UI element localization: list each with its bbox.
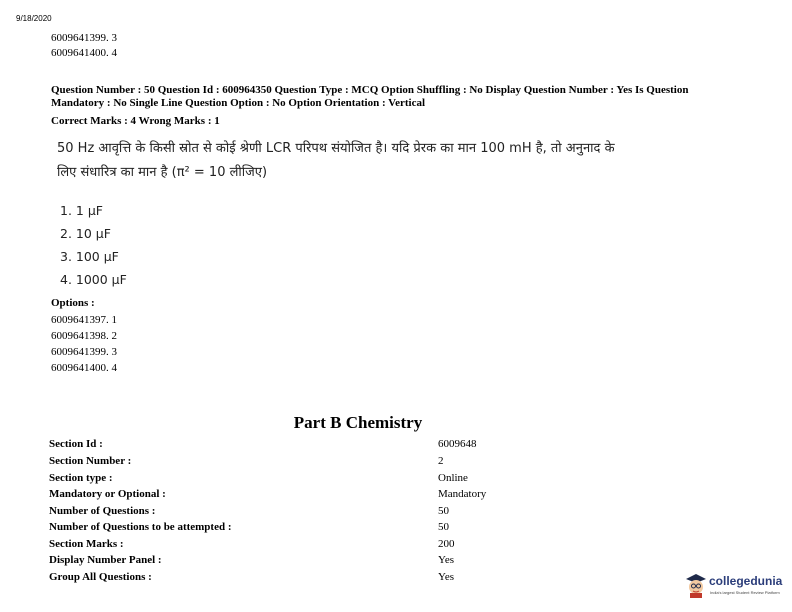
question-meta-line2: Mandatory : No Single Line Question Option : No Option Orientation : Vertical [51,97,426,109]
answer-choice-3: 3. 100 μF [60,249,119,264]
option-id-1: 6009641397. 1 [51,314,117,326]
question-text-line1: 50 Hz आवृत्ति के किसी स्रोत से कोई श्रेणी LCR परिपथ संयोजित है। यदि प्रेरक का मान 100 mH है, तो अनुनाद के [57,141,615,156]
options-label: Options : [51,297,95,309]
section-id-value: 6009648 [438,438,477,450]
question-meta-line1: Question Number : 50 Question Id : 600964350 Question Type : MCQ Option Shuffling : No Display Question Number : Yes Is Question [51,84,689,96]
num-attempt-value: 50 [438,521,449,533]
answer-choice-2: 2. 10 μF [60,226,111,241]
section-type-value: Online [438,472,468,484]
option-id-3: 6009641399. 3 [51,346,117,358]
question-meta [51,84,771,110]
group-questions-value: Yes [438,571,455,583]
section-marks-value: 200 [438,538,455,550]
num-attempt-label: Number of Questions to be attempted : [49,521,232,533]
section-id-label: Section Id : [49,438,103,450]
mandatory-label: Mandatory or Optional : [49,488,166,500]
print-date: 9/18/2020 [16,14,52,23]
section-type-label: Section type : [49,472,113,484]
display-panel-value: Yes [438,554,455,566]
num-questions-label: Number of Questions : [49,505,156,517]
display-panel-label: Display Number Panel : [49,554,162,566]
question-text-line2: लिए संधारित्र का मान है (π² = 10 लीजिए) [57,165,268,180]
answer-choice-1: 1. 1 μF [60,203,103,218]
answer-choice-4: 4. 1000 μF [60,272,127,287]
section-marks-label: Section Marks : [49,538,124,550]
num-questions-value: 50 [438,505,449,517]
section-number-value: 2 [438,455,444,467]
mandatory-value: Mandatory [438,488,487,500]
question-marks: Correct Marks : 4 Wrong Marks : 1 [51,115,220,127]
prev-option-4: 6009641400. 4 [51,47,117,59]
section-number-label: Section Number : [49,455,132,467]
graduate-mascot-icon [684,572,708,598]
prev-option-3: 6009641399. 3 [51,32,117,44]
option-id-4: 6009641400. 4 [51,362,117,374]
group-questions-label: Group All Questions : [49,571,152,583]
section-title: Part B Chemistry [293,413,423,432]
logo-tagline: India's largest Student Review Platform [710,590,780,595]
option-id-2: 6009641398. 2 [51,330,117,342]
logo-name: collegedunia [709,574,783,588]
